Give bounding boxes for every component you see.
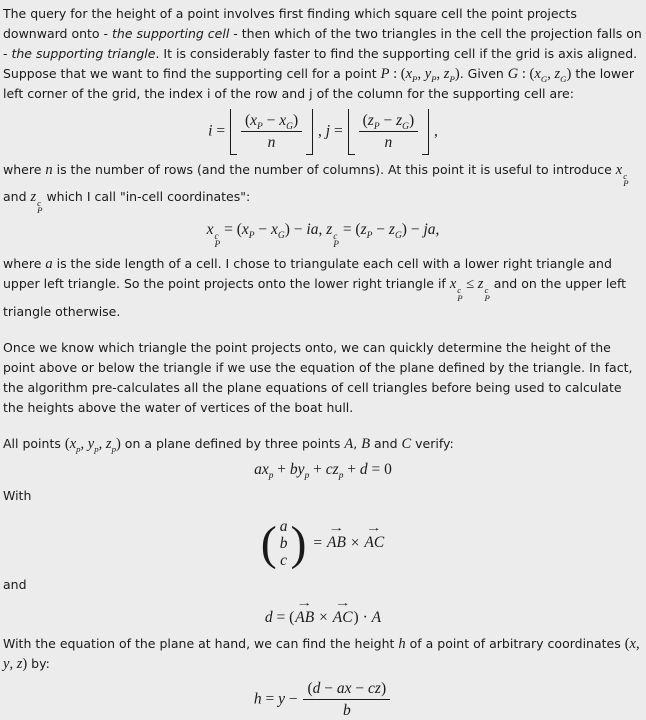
para-in-cell-intro <box>3 160 643 215</box>
superscript: c <box>333 232 338 243</box>
text-run: The query for the height of a point involves first finding which square cell the point projects downward onto - <box>3 6 577 41</box>
math-variable: z <box>396 112 403 129</box>
floor-right-delimiter <box>306 109 313 155</box>
vector-arrow-icon: → <box>296 596 313 609</box>
math-operator: , <box>430 122 438 140</box>
math-variable: y <box>87 435 95 452</box>
inline-math <box>344 436 353 452</box>
math-operator: ( <box>624 635 630 652</box>
vector-arrow-icon: → <box>328 522 345 535</box>
subscripted-variable <box>88 436 99 452</box>
math-variable: ax <box>336 679 352 697</box>
vector <box>332 596 353 629</box>
subscript: p <box>304 470 310 481</box>
math-variable: a <box>279 518 288 536</box>
text-run: the lower left corner of the grid, the index i of the row and j of the column for the supporting cell are: <box>3 66 634 101</box>
math-variable: z <box>367 112 374 129</box>
vector-name: AC <box>332 608 353 626</box>
math-variable: d <box>264 608 273 626</box>
math-operator: ) − <box>401 221 424 239</box>
superscript: c <box>457 285 462 296</box>
text-run: and on the upper left triangle otherwise. <box>3 276 627 319</box>
subscripted-variable <box>554 66 566 82</box>
subscript: P <box>457 292 463 303</box>
para-with <box>3 486 643 506</box>
subscript: P <box>412 73 418 84</box>
subscripted-variable <box>444 66 455 82</box>
superscript: c <box>37 198 42 208</box>
subscript: P <box>214 239 221 250</box>
subscript: G <box>286 122 293 133</box>
math-variable: h <box>253 690 262 708</box>
math-variable: x <box>271 221 278 239</box>
floor-content <box>239 111 304 153</box>
subscripted-variable <box>425 66 437 82</box>
text-run: of a point of arbitrary coordinates <box>405 635 625 651</box>
fraction <box>303 679 390 720</box>
subscripted-variable <box>477 276 490 303</box>
fraction-denominator <box>241 132 302 152</box>
math-variable: n <box>267 134 276 152</box>
math-variable: x <box>629 635 636 652</box>
math-variable: A <box>344 435 354 452</box>
subscripted-variable <box>30 189 43 216</box>
subscript: G <box>394 231 402 242</box>
subscript: P <box>431 73 437 84</box>
math-variable: n <box>384 134 393 152</box>
math-operator: − <box>379 112 397 129</box>
formula-height <box>3 679 643 720</box>
math-operator: , <box>436 66 444 82</box>
math-operator: , <box>435 221 440 239</box>
text-run: . Given <box>459 66 508 81</box>
floor-brackets <box>348 109 430 155</box>
text-run: With the equation of the plane at hand, we can find the height <box>3 635 399 651</box>
math-operator: ) <box>292 112 299 129</box>
subscripted-variable <box>279 112 293 133</box>
fraction-denominator <box>359 132 419 152</box>
math-variable: n <box>45 161 53 178</box>
subscript: G <box>560 73 567 84</box>
subscript: P <box>484 292 490 303</box>
math-variable: d <box>312 679 321 697</box>
math-operator: , <box>635 635 640 652</box>
math-variable: b <box>342 702 351 720</box>
subscripted-variable <box>534 66 547 82</box>
formula-plane-equation <box>3 459 643 481</box>
math-variable: ja <box>423 221 436 239</box>
math-operator: × <box>315 608 332 626</box>
math-operator: + <box>309 460 326 478</box>
inline-math <box>65 436 121 452</box>
floor-right-delimiter <box>422 109 429 155</box>
inline-math <box>398 636 405 652</box>
math-variable: z <box>16 655 23 672</box>
fraction <box>241 111 302 153</box>
math-operator: = <box>330 122 347 140</box>
subscripted-variable <box>406 66 418 82</box>
floor-left-delimiter <box>348 109 355 155</box>
math-variable: z <box>477 276 484 293</box>
subscript: P <box>449 73 455 84</box>
inline-math <box>402 436 412 452</box>
math-variable: cz <box>368 679 381 697</box>
text-run: Once we know which triangle the point projects onto, we can quickly determine the height of the point above or below the triangle if we use the equation of the plane defined by the triangle. In fact, the algorithm pre-calculates all the plane equations of cell triangles before being used to calculate the heights above the water of vertices of the boat hull. <box>3 339 633 415</box>
math-variable: x <box>449 276 457 293</box>
inline-math <box>508 66 572 82</box>
vector-name: AB <box>326 534 346 552</box>
inline-math <box>45 162 52 178</box>
math-variable: y <box>278 690 285 708</box>
math-operator: , <box>547 66 555 82</box>
math-operator: = <box>212 122 229 140</box>
subscript: P <box>37 205 43 216</box>
vector <box>295 596 315 629</box>
math-operator: , <box>318 221 327 239</box>
subscripted-variable <box>388 221 402 242</box>
fraction-numerator <box>303 679 390 700</box>
subscript: p <box>268 470 274 481</box>
math-operator: ( <box>244 112 251 129</box>
subscript: P <box>333 239 339 250</box>
math-variable: x <box>279 112 287 129</box>
subscript: P <box>373 122 380 133</box>
math-variable: d <box>359 460 368 478</box>
math-operator: ) <box>408 112 415 129</box>
para-intro <box>3 4 643 104</box>
math-variable: ax <box>254 460 269 478</box>
formula-cell-indices <box>3 109 643 155</box>
subscripted-variable <box>271 221 285 242</box>
math-variable: z <box>388 221 395 239</box>
math-variable: x <box>534 66 541 82</box>
math-variable: A <box>371 608 382 626</box>
text-run: which I call "in-cell coordinates": <box>42 189 251 204</box>
math-operator: − <box>254 221 272 239</box>
math-variable: G <box>507 66 519 82</box>
math-operator: + <box>273 460 290 478</box>
math-operator: − <box>262 112 280 129</box>
formula-normal-vector <box>3 511 643 570</box>
subscript: P <box>366 231 373 242</box>
math-operator: − <box>351 679 369 697</box>
subscripted-variable <box>289 460 310 481</box>
math-variable: x <box>250 112 257 129</box>
math-variable: x <box>241 221 249 239</box>
column-vector <box>261 518 307 570</box>
math-variable: x <box>615 161 623 178</box>
paren-delimiter: ( <box>260 516 277 570</box>
math-operator: , <box>80 435 88 452</box>
math-operator: ) <box>566 66 572 82</box>
math-variable: b <box>279 535 288 553</box>
vector-name: AB <box>295 608 315 626</box>
subscript: G <box>277 231 285 242</box>
text-run: is the side length of a cell. I chose to triangulate each cell with a lower right triangle and upper left triangle. So the point projects onto the lower right triangle if <box>3 256 612 292</box>
text-run: verify: <box>411 435 454 451</box>
math-operator: = ( <box>220 221 242 239</box>
math-operator: = ( <box>338 221 361 239</box>
math-variable: z <box>554 66 561 82</box>
subscripted-variable <box>241 221 255 242</box>
text-run: and <box>3 189 31 204</box>
subscript: p <box>76 443 81 454</box>
subscript: P <box>623 177 629 188</box>
math-operator: ( <box>64 435 70 452</box>
subscripted-variable <box>106 436 116 452</box>
para-height-intro <box>3 634 643 674</box>
vector <box>326 522 346 554</box>
fraction <box>359 111 419 153</box>
fraction-denominator <box>303 700 390 720</box>
subscripted-variable <box>70 436 81 452</box>
math-operator: : ( <box>518 66 535 82</box>
column-vector-rows <box>277 518 291 569</box>
math-operator: + <box>343 460 360 478</box>
math-operator: = <box>309 534 326 552</box>
floor-content <box>357 111 421 153</box>
math-operator: − <box>372 221 389 239</box>
text-run: on a plane defined by three points <box>120 435 345 451</box>
subscripted-variable <box>360 221 373 242</box>
superscript: c <box>214 232 219 243</box>
math-variable: z <box>30 189 37 205</box>
math-operator: = <box>261 690 279 708</box>
math-variable: i <box>208 122 213 140</box>
inline-math <box>45 256 52 272</box>
inline-math <box>615 161 629 188</box>
math-operator: , <box>417 66 425 82</box>
subscript: P <box>257 122 263 133</box>
math-variable: x <box>405 66 413 82</box>
para-triangulation <box>3 254 643 321</box>
math-variable: y <box>3 655 10 672</box>
math-operator: ≤ <box>462 276 478 293</box>
inline-math <box>361 436 370 452</box>
text-run: where <box>3 161 46 177</box>
math-operator: ( <box>362 112 368 129</box>
math-operator: ) <box>380 679 387 697</box>
math-variable: a <box>45 256 53 273</box>
floor-left-delimiter <box>230 109 237 155</box>
math-variable: B <box>361 435 371 452</box>
math-operator: : ( <box>389 66 406 82</box>
math-operator: ( <box>307 679 313 697</box>
math-operator: × <box>346 534 364 552</box>
subscript: p <box>94 443 99 454</box>
math-operator: ) − <box>284 221 307 239</box>
subscripted-variable <box>449 276 463 303</box>
text-run: by: <box>27 655 50 671</box>
math-variable: C <box>401 435 412 452</box>
inline-math <box>449 276 490 303</box>
text-run: and <box>3 576 27 592</box>
formula-d-value <box>3 596 643 629</box>
math-operator: , <box>314 122 326 140</box>
subscript: p <box>111 443 116 454</box>
math-variable: x <box>206 221 214 239</box>
subscripted-variable <box>250 112 263 133</box>
fraction-numerator <box>359 111 419 132</box>
text-run: - then which of the two triangles in the cell the projection falls on - <box>3 26 642 61</box>
subscripted-variable <box>326 221 339 250</box>
subscript: P <box>248 231 255 242</box>
para-and <box>3 575 643 595</box>
subscripted-variable <box>325 460 344 481</box>
vector-name: AC <box>364 534 385 552</box>
text-run: All points <box>3 435 65 451</box>
subscript: G <box>540 73 548 84</box>
text-run: and <box>370 435 402 451</box>
math-variable: z <box>326 221 333 239</box>
subscripted-variable <box>367 112 380 133</box>
math-operator: − <box>284 690 302 708</box>
math-variable: z <box>360 221 367 239</box>
text-run: With <box>3 487 32 503</box>
vector-arrow-icon: → <box>366 522 383 535</box>
subscripted-variable <box>615 161 629 188</box>
para-all-points <box>3 434 643 454</box>
math-variable: x <box>69 435 77 452</box>
vector <box>364 522 385 554</box>
math-variable: j <box>325 122 331 140</box>
inline-math <box>30 189 43 216</box>
math-variable: ia <box>306 221 319 239</box>
subscripted-variable <box>206 221 221 250</box>
text-run: where <box>3 256 46 272</box>
text-run: , <box>353 435 362 451</box>
emphasis-text: the supporting cell <box>112 26 230 41</box>
subscript: p <box>338 470 344 481</box>
text-run: is the number of rows (and the number of columns). At this point it is useful to introduce <box>52 161 616 177</box>
floor-brackets <box>230 109 313 155</box>
math-variable: c <box>280 552 288 570</box>
sup-sub-stack <box>623 170 629 188</box>
superscript: c <box>484 285 489 296</box>
math-variable: P <box>380 66 390 82</box>
math-operator: − <box>320 679 337 697</box>
vector-arrow-icon: → <box>334 596 351 609</box>
subscripted-variable <box>254 460 274 481</box>
formula-in-cell-coords <box>3 219 643 249</box>
subscripted-variable <box>396 112 409 133</box>
math-variable: y <box>424 66 432 82</box>
text-run: . It is considerably faster to find the supporting cell if the grid is axis aligned. Suppose that we want to find the supporting cell for a point <box>3 46 638 81</box>
math-operator: = ( <box>272 608 295 626</box>
math-operator: , <box>98 435 106 452</box>
fraction-numerator <box>241 111 302 132</box>
subscript: G <box>402 122 409 133</box>
math-variable: h <box>398 635 406 652</box>
math-variable: by <box>289 460 305 478</box>
superscript: c <box>623 170 628 181</box>
emphasis-text: the supporting triangle <box>11 46 156 61</box>
math-operator: ) <box>22 655 28 672</box>
math-variable: cz <box>325 460 339 478</box>
math-operator: ) · <box>353 608 372 626</box>
math-variable: z <box>443 66 450 82</box>
math-operator: ) <box>115 435 121 452</box>
para-plane-height <box>3 338 643 418</box>
inline-math <box>381 66 460 82</box>
math-variable: z <box>105 435 112 452</box>
math-operator: , <box>9 655 17 672</box>
math-operator: ) <box>454 66 460 82</box>
math-operator: = 0 <box>367 460 392 478</box>
paren-delimiter: ) <box>290 516 307 570</box>
